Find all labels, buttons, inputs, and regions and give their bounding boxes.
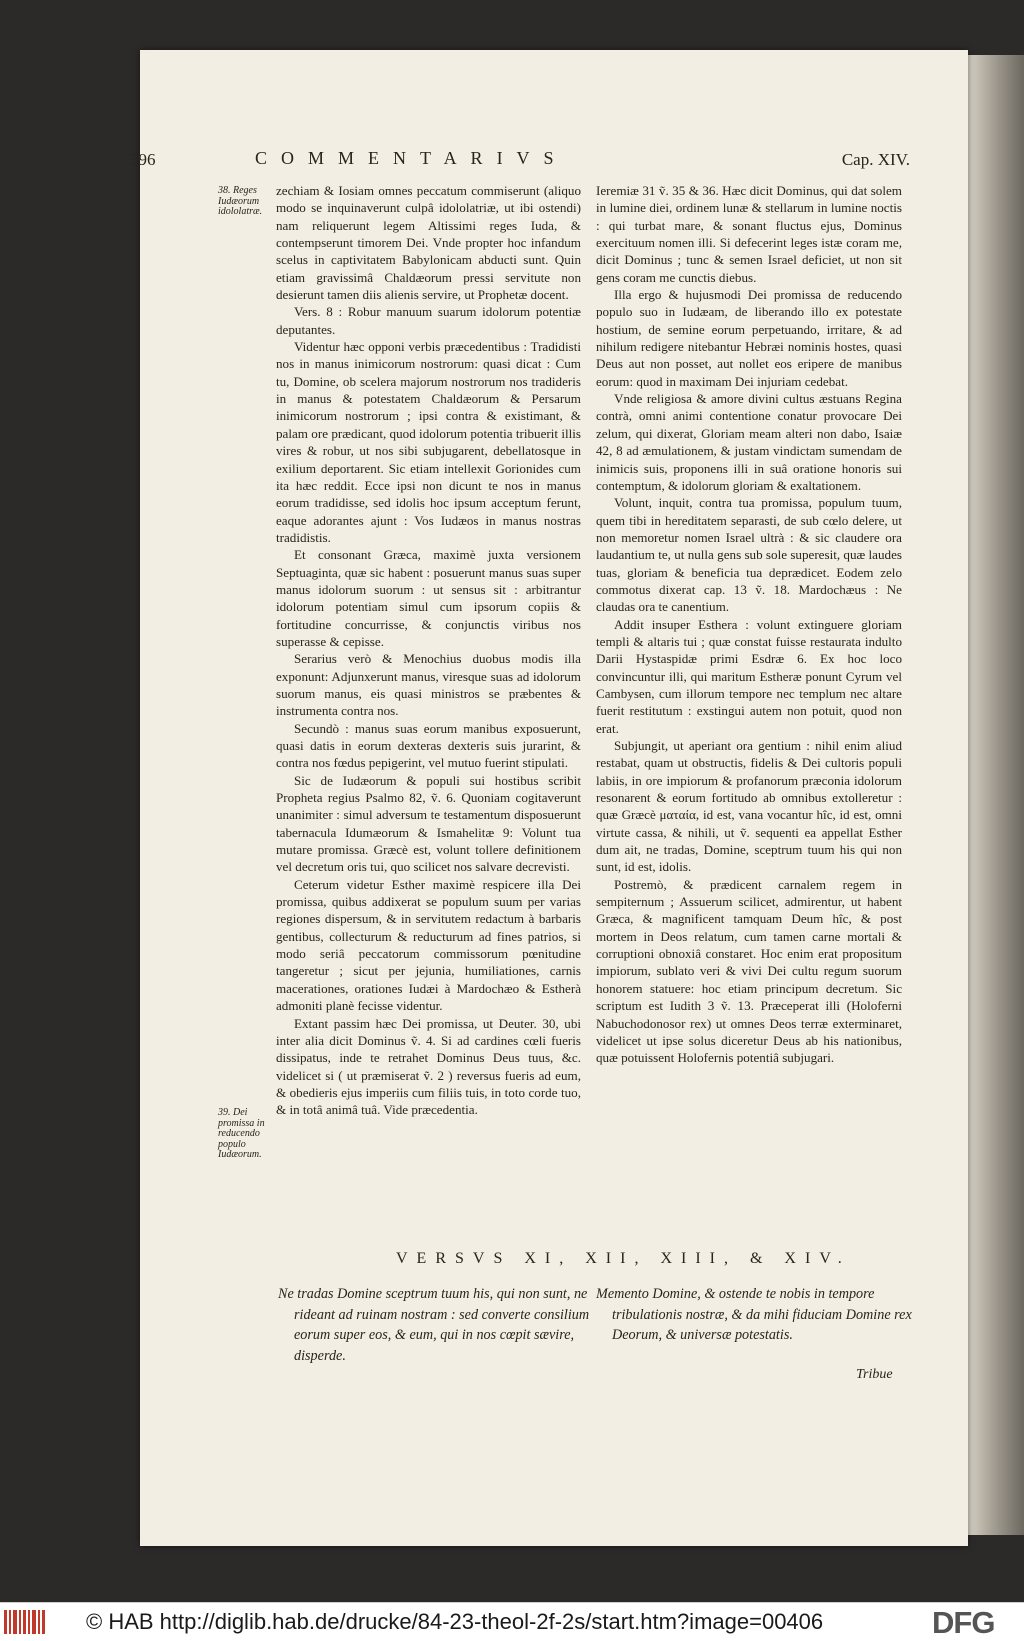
paragraph: Vnde religiosa & amore divini cultus æstuans Regina contrà, omni animi contentione conatur provocare Dei zelum, qui dixerat, Gloriam meam alteri non dabo, Isaiæ 42, 8 ad æmulationem, & justam vindictam sumendam de inimicis suis, proponens illi in suâ oratione honoris sui contemptum, & idolorum gloriam & exaltationem. [596,391,902,493]
catchword: Tribue [856,1367,893,1382]
paragraph: Et consonant Græca, maximè juxta versionem Septuaginta, quæ sic habent : posuerunt manus suas super manus idolorum suorum : ut sensus sit : arbitrantur idolorum potentiam simul cum ipsorum copiis & fortitudine concurrisse, & conjunctis viribus nos superasse & cepisse. [276,547,581,649]
right-column [596,182,902,1067]
dfg-logo: DFG [932,1605,995,1640]
left-column [276,182,581,1119]
paragraph: Subjungit, ut aperiant ora gentium : nihil enim aliud restabat, quam ut obstructis, fidelis & Dei cultoris populi labiis, in ore impiorum & profanorum præconia idolorum resonarent & eorum fortitudo ab omnibus extolleretur : quæ Græcè ματαία, id est, vana vocantur hîc, id est, omni virtute cassa, & nihili, ut ṽ. sequenti ea appellat Esther dum ait, ne tradas, Domine, sceptrum tuum his qui non sunt, id est, idolis. [596,738,902,875]
paragraph: Illa ergo & hujusmodi Dei promissa de reducendo populo suo in Iudæam, de liberando illo ex potestate hostium, de semine eorum perpetuando, irritare, & ad nihilum redigere nitebantur Hebræi nominis hostes, quasi Deus aut non posset, aut nollet eos eripere de manibus eorum: quod in maximam Dei injuriam cedebat. [596,287,902,389]
paragraph: Sic de Iudæorum & populi sui hostibus scribit Propheta regius Psalmo 82, ṽ. 6. Quoniam cogitaverunt unanimiter : simul adversum te testamentum disposuerunt tabernacula Idumæorum & Ismahelitæ 9: Volunt tua mutare promissa. Græcè est, volunt tollere definitionem vel decretum oris tui, quo scilicet nos salvare decrevisti. [276,772,581,875]
paragraph: Ieremiæ 31 ṽ. 35 & 36. Hæc dicit Dominus, qui dat solem in lumine diei, ordinem lunæ & stellarum in lumine noctis : qui turbat mare, & sonant fluctus ejus, Dominus exercituum nomen illi. Si defecerint leges istæ coram me, dicit Dominus ; tunc & semen Israel deficiet, ut non sit gens coram me cunctis diebus. [596,183,902,285]
paragraph: Extant passim hæc Dei promissa, ut Deuter. 30, ubi inter alia dicit Dominus ṽ. 4. Si ad cardines cœli fueris dissipatus, inde te retrahet Dominus Deus tuus, &c. videlicet si ( ut præmiserat ṽ. 2 ) reversus fueris ad eum, & obedieris ejus imperiis cum filiis tuis, in toto corde tuo, & in totâ animâ tuâ. Vide præcedentia. [276,1015,581,1118]
verse-text-left: Ne tradas Domine sceptrum tuum his, qui non sunt, ne rideant ad ruinam nostram : sed converte consilium eorum super eos, & eum, qui in nos cœpit sævire, disperde. [278,1286,590,1364]
section-heading: VERSVS XI, XII, XIII, & XIV. [396,1250,851,1267]
side-note: 38. Reges Iudæorum idololatræ. [218,185,263,217]
footer-bar [0,1602,1024,1641]
paragraph: Postremò, & prædicent carnalem regem in sempiternum ; Assuerum scilicet, admirentur, ut habent Græca, & magnificent tamquam Deum hîc, & post mortem in Deos relatum, cum tamen carne mortali & corruptioni obnoxiâ constaret. Hoc enim erat propositum impiorum, sublato veri & vivi Dei cultu regum suorum honorem statuere: hoc etiam principum decretum. Sic scriptum est Iudith 3 ṽ. 13. Præceperat illi (Holoferni Nabuchodonosor rex) ut omnes Deos terræ exterminaret, videlicet ut ipse solus diceretur Deus ab his nationibus, quæ potuissent Holofernis potentiâ subjugari. [596,876,902,1066]
paragraph: Vers. 8 : Robur manuum suarum idolorum potentiæ deputantes. [276,304,581,337]
side-note: 39. Dei promissa in reducendo populo Iudæorum. [218,1107,265,1160]
paragraph: Videntur hæc opponi verbis præcedentibus : Tradidisti nos in manus inimicorum nostrorum: quasi dicat : Cum tu, Domine, ob scelera majorum nostrorum nos tradideris in manus & potestatem Chaldæorum & Persarum inimicorum nostrorum ; ipsi contra & existimant, & palam ore prædicant, quod idolorum potentia tribuerit illis vires & robur, ut nos sibi subjugarent, debellatosque in exilium deportarent. Sic etiam intellexit Gorionides cum ita hæc reddit. Ecce ipsi non dicunt te nos in manus eorum tradidisse, sed idolis hoc ipsum acceptum ferunt, eaque adorantes ajunt : Vos Iudæos in manus nostras tradidistis. [276,339,581,545]
page-number: 396 [130,150,156,169]
paragraph: Ceterum videtur Esther maximè respicere illa Dei promissa, quibus addixerat se populum suum per varias regiones dispersum, & in servitutem redactum à barbaris gentibus, collecturum & reducturum ad fines patrios, si modo seriâ peccatorum commissorum pœnitudine tangeretur ; sicut per jejunia, humiliationes, carnis macerationes, orationes Iudæi à Mardochæo & Estherà admoniti planè fecisse videntur. [276,876,581,1014]
verse-text-right: Memento Domine, & ostende te nobis in tempore tribulationis nostræ, & da mihi fiduciam Domine rex Deorum, & universæ potestatis. [596,1286,912,1343]
paragraph: Serarius verò & Menochius duobus modis illa exponunt: Adjunxerunt manus, viresque suas ad idolorum suorum manus, eis quasi ministros se præbentes & instrumenta contra nos. [276,651,581,719]
source-url[interactable]: © HAB http://diglib.hab.de/drucke/84-23-theol-2f-2s/start.htm?image=00406 [86,1609,824,1634]
barcode-icon [4,1610,46,1634]
page-edge [968,55,1024,1535]
running-title: COMMENTARIVS [255,148,568,168]
running-head [130,150,910,176]
paragraph: zechiam & Iosiam omnes peccatum commiserunt (aliquo modo se inquinaverunt culpâ idololatriæ, ut ibi ostendi) nam reliquerunt legem Altissimi reges Iuda, & contempserunt timorem Dei. Vnde propter hoc infandum scelus in captivitatem Babylonicam abducti sunt. Quin etiam gravissimâ Chaldæorum pressi servitute non desierunt tamen diis alienis servire, ut Prophetæ docent. [276,183,581,303]
chapter-label: Cap. XIV. [841,150,910,169]
paragraph: Volunt, inquit, contra tua promissa, populum tuum, quem tibi in hereditatem separasti, de sub cœlo delere, ut non memoretur nomen Israel ultrà : & sic claudere ora laudantium te, ut nulla gens sub sole superesit, quæ laudes tuas, gloriam & beneficia tua deprædicet. Eodem zelo commotus dixerat cap. 13 ṽ. 18. Mardochæus : Ne claudas ora te canentium. [596,495,902,615]
paragraph: Addit insuper Esthera : volunt extinguere gloriam templi & altaris tui ; quæ constat fuisse restaurata indulto Darii Hystaspidæ primi Esdræ 6. Ex hoc loco convincuntur illi, qui maritum Estheræ ponunt Cyrum vel Cambysen, cum illorum tempore nec templum nec altare fuerit restitutum : exstingui autem non potuit, quod non erat. [596,616,902,736]
paragraph: Secundò : manus suas eorum manibus exposuerunt, quasi datis in eorum dexteras dexteris suis jurarint, & contra nos fœdus pepigerint, vel mutuo fuerint stipulati. [276,720,581,771]
